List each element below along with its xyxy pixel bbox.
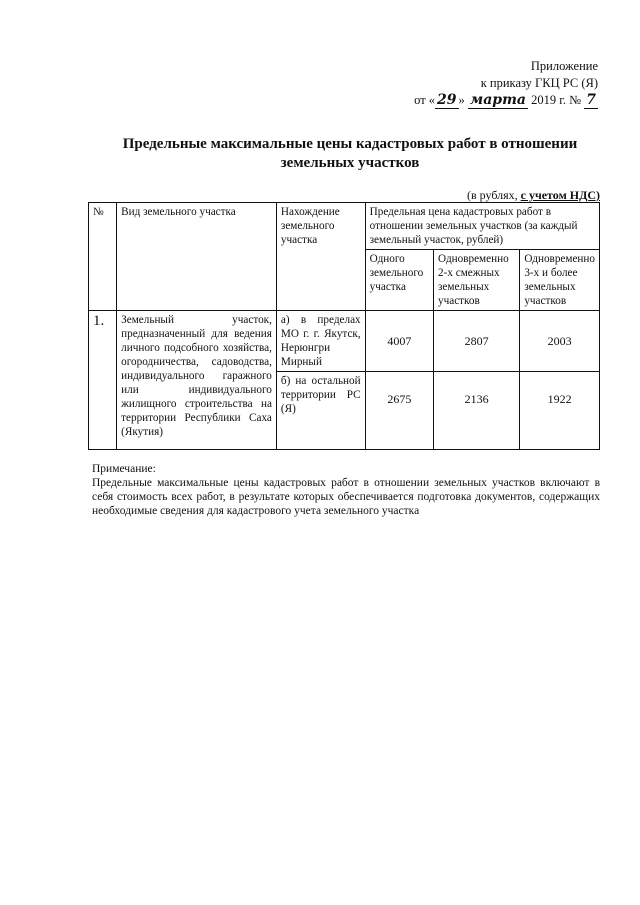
row-land-type: Земельный участок, предназначенный для ведения личного подсобного хозяйства, огородничества, садоводства, индивидуального гаражного или индивидуального жилищного строительства на территории Республики Саха (Якутия) bbox=[117, 311, 277, 450]
row-location-a: а) в пределах МО г. г. Якутск, Нерюнгри Мирный bbox=[276, 311, 365, 372]
document-title bbox=[70, 135, 630, 173]
date-quote-close: » bbox=[458, 93, 465, 107]
header-three-plots: Одновременно 3-х и более земельных участков bbox=[520, 250, 600, 311]
table-row bbox=[89, 311, 600, 372]
header-price-group: Предельная цена кадастровых работ в отношении земельных участков (за каждый земельный участок, рублей) bbox=[365, 203, 599, 250]
appendix-date-line bbox=[414, 92, 598, 109]
appendix-header bbox=[414, 58, 598, 109]
units-vat: с учетом НДС) bbox=[520, 188, 600, 202]
note-text: Предельные максимальные цены кадастровых работ в отношении земельных участков включают в себя стоимость всех работ, в результате которых обеспечивается подготовка документов, содержащих необходимые сведения для кадастрового учета земельного участка bbox=[92, 477, 600, 517]
title-line-2: земельных участков bbox=[280, 155, 420, 171]
handwritten-order-number: 7 bbox=[586, 92, 596, 108]
row-number: 1. bbox=[89, 311, 117, 450]
note-block bbox=[92, 462, 600, 518]
price-b-two: 2136 bbox=[434, 372, 520, 450]
header-num: № bbox=[89, 203, 117, 311]
row-location-b: б) на остальной территории РС (Я) bbox=[276, 372, 365, 450]
date-year: 2019 г. № bbox=[531, 93, 582, 107]
price-a-three: 2003 bbox=[520, 311, 600, 372]
handwritten-month: марта bbox=[469, 92, 526, 108]
title-line-1: Предельные максимальные цены кадастровых работ в отношении bbox=[122, 136, 578, 152]
price-b-three: 1922 bbox=[520, 372, 600, 450]
price-a-one: 4007 bbox=[365, 311, 433, 372]
units-note bbox=[467, 188, 600, 203]
table-header-row bbox=[89, 203, 600, 250]
header-type: Вид земельного участка bbox=[117, 203, 277, 311]
header-two-plots: Одновременно 2-х смежных земельных участков bbox=[434, 250, 520, 311]
appendix-order-ref: к приказу ГКЦ РС (Я) bbox=[480, 76, 598, 90]
units-prefix: (в рублях, bbox=[466, 188, 518, 202]
appendix-label: Приложение bbox=[530, 59, 598, 73]
price-b-one: 2675 bbox=[365, 372, 433, 450]
price-table bbox=[88, 202, 600, 450]
date-prefix: от « bbox=[414, 93, 436, 107]
price-a-two: 2807 bbox=[434, 311, 520, 372]
note-heading: Примечание: bbox=[92, 463, 156, 475]
header-one-plot: Одного земельного участка bbox=[365, 250, 433, 311]
handwritten-day: 29 bbox=[437, 92, 457, 108]
header-location: Нахождение земельного участка bbox=[276, 203, 365, 311]
